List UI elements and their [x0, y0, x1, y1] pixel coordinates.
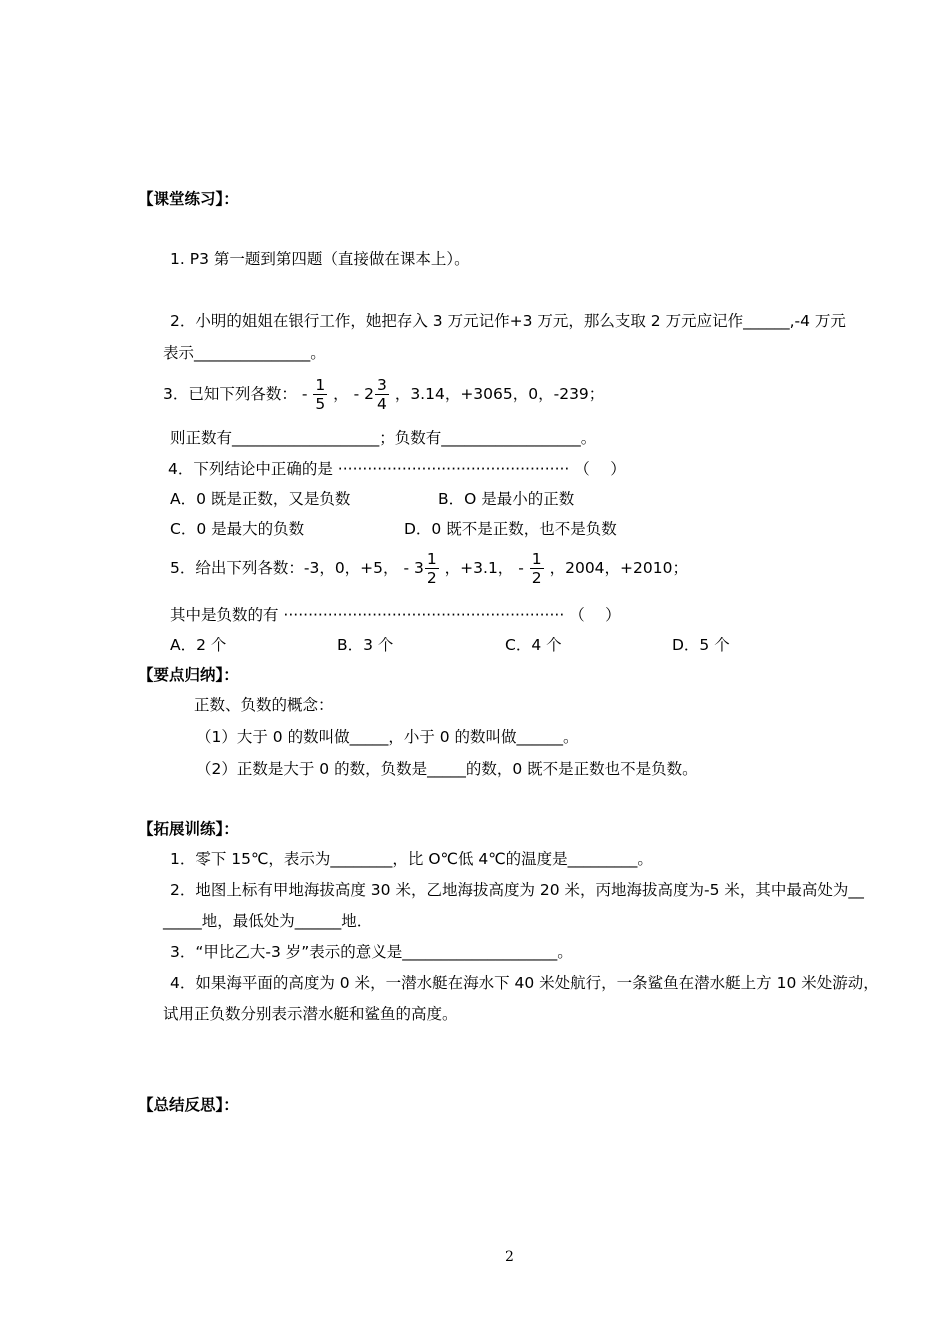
question-5-option-c: C．4 个: [505, 636, 562, 654]
question-4-option-c: C．0 是最大的负数: [170, 520, 305, 538]
q3-fraction-1-denominator: 5: [315, 395, 326, 413]
question-2-line-1: 2．小明的姐姐在银行工作，她把存入 3 万元记作+3 万元，那么支取 2 万元应记作______,-4 万元: [170, 312, 846, 330]
q3-lead: 3．已知下列各数：: [163, 385, 297, 403]
keypoints-intro: 正数、负数的概念：: [194, 696, 334, 714]
question-3-numbers: [163, 376, 604, 413]
q5-fraction-1: [425, 550, 439, 587]
section-summary-reflection: 【总结反思】：: [138, 1096, 239, 1114]
q3-mixed-prefix: - 2: [353, 385, 374, 403]
q5-fraction-2: [530, 550, 544, 587]
question-5-option-b: B．3 个: [337, 636, 394, 654]
q3-fraction-1: [313, 376, 327, 413]
question-4-option-d: D．0 既不是正数，也不是负数: [404, 520, 617, 538]
q3-separator: ，: [333, 385, 349, 403]
q3-fraction-2-numerator: 3: [377, 376, 387, 394]
page-number: 2: [505, 1249, 514, 1265]
q3-fraction-2: [375, 376, 389, 413]
question-4-option-a: A．0 既是正数，又是负数: [170, 490, 351, 508]
question-4-option-b: B．O 是最小的正数: [438, 490, 575, 508]
q3-fraction-2-denominator: 4: [377, 395, 387, 413]
extension-question-3: 3．“甲比乙大-3 岁”表示的意义是____________________。: [170, 943, 573, 961]
section-key-points: 【要点归纳】：: [138, 666, 239, 684]
extension-question-4-line-1: 4．如果海平面的高度为 0 米，一潜水艇在海水下 40 米处航行，一条鲨鱼在潜水艇上方 10 米处游动，: [170, 974, 879, 992]
question-4-stem: 4．下列结论中正确的是 ··············································· （ ）: [168, 460, 626, 478]
question-1: 1. P3 第一题到第四题（直接做在课本上）。: [170, 250, 470, 268]
extension-question-4-line-2: 试用正负数分别表示潜水艇和鲨鱼的高度。: [163, 1005, 458, 1023]
q5-mid: ，+3.1，: [444, 559, 514, 577]
q5-neg-sign: -: [518, 559, 524, 577]
extension-question-2-line-1: 2．地图上标有甲地海拔高度 30 米，乙地海拔高度为 20 米，丙地海拔高度为-5 米，其中最高处为__: [170, 881, 864, 899]
question-5-option-a: A．2 个: [170, 636, 227, 654]
extension-question-1: 1．零下 15℃，表示为________，比 O℃低 4℃的温度是_________。: [170, 850, 653, 868]
q5-mixed-prefix: - 3: [403, 559, 424, 577]
question-2-line-2: 表示_______________。: [163, 344, 326, 362]
section-extension-training: 【拓展训练】：: [138, 820, 239, 838]
q5-rest: ，2004，+2010；: [549, 559, 688, 577]
keypoints-item-1: （1）大于 0 的数叫做_____，小于 0 的数叫做______。: [196, 728, 579, 746]
question-5-stem: 其中是负数的有 ························································· （ ）: [170, 606, 621, 624]
q5-fraction-1-denominator: 2: [426, 569, 437, 587]
q5-fraction-2-denominator: 2: [531, 569, 542, 587]
question-5-numbers: [170, 550, 688, 587]
question-3-answer-line: 则正数有___________________；负数有__________________。: [170, 429, 597, 447]
q3-rest: ，3.14，+3065，0，-239；: [394, 385, 605, 403]
extension-question-2-line-2: _____地，最低处为______地．: [163, 912, 373, 930]
q5-fraction-1-numerator: 1: [426, 550, 437, 568]
q3-fraction-1-numerator: 1: [315, 376, 326, 394]
keypoints-item-2: （2）正数是大于 0 的数，负数是_____的数，0 既不是正数也不是负数。: [196, 760, 698, 778]
q5-lead: 5．给出下列各数：-3，0，+5，: [170, 559, 399, 577]
question-5-option-d: D．5 个: [672, 636, 730, 654]
q3-neg-sign: -: [301, 385, 308, 403]
q5-fraction-2-numerator: 1: [531, 550, 542, 568]
section-classroom-practice: 【课堂练习】：: [138, 190, 239, 208]
